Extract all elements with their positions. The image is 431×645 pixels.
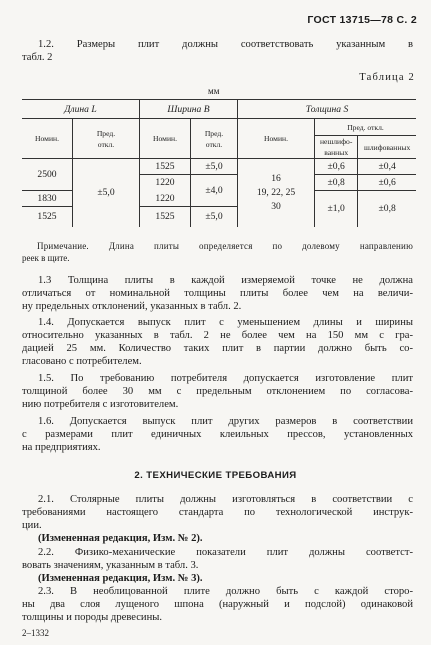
section-2-title: 2. ТЕХНИЧЕСКИЕ ТРЕБОВАНИЯ: [134, 470, 297, 481]
width-nominal-header: Номин.: [140, 119, 191, 159]
unsanded-tolerance-2: ±0,8: [315, 175, 358, 191]
clause-1-3-line-1: 1.3 Толщина плиты в каждой измеряемой точке не должна: [38, 275, 413, 286]
clause-2-3-line-3: толщины и породы древесины.: [22, 612, 163, 623]
clause-1-6-line-3: на предприятиях.: [22, 442, 101, 453]
clause-1-3-line-3: ну предельных отклонений, указанных в табл. 2.: [22, 301, 242, 312]
clause-2-2-line-1: 2.2. Физико-механические показатели плит должны соответст-: [38, 547, 413, 558]
clause-1-4-line-4: гласовано с потребителем.: [22, 356, 142, 367]
clause-1-4-line-1: 1.4. Допускается выпуск плит с уменьшением длины и ширины: [38, 317, 413, 328]
width-value-1: 1525: [140, 159, 191, 175]
clause-1-2-line-2: табл. 2: [22, 52, 53, 63]
length-value-1: 2500: [22, 159, 73, 191]
limit-deviation-header: Пред. откл.: [315, 119, 417, 136]
clause-1-6-line-1: 1.6. Допускается выпуск плит других размеров в соответствии: [38, 416, 413, 427]
clause-2-3-line-2: ны два слоя лущеного шпона (наружный и подслой) одинаковой: [22, 599, 413, 610]
width-tolerance-1: ±5,0: [191, 159, 238, 175]
header-thickness: Толщина S: [238, 100, 417, 119]
width-tolerance-header: Пред. откл.: [191, 119, 238, 159]
header-length: Длина L: [22, 100, 140, 119]
width-tolerance-2: ±4,0: [191, 175, 238, 207]
thickness-nominal-1: 16: [271, 172, 281, 184]
clause-1-5-line-2: толщиной более 30 мм с предельным отклонением по согласова-: [22, 386, 413, 397]
unsanded-tolerance-1: ±0,6: [315, 159, 358, 175]
length-value-2: 1830: [22, 191, 73, 207]
length-tolerance: ±5,0: [73, 159, 140, 227]
length-value-3: 1525: [22, 207, 73, 227]
unsanded-header: нешлифо- ванных: [315, 136, 358, 159]
length-tolerance-header: Пред. откл.: [73, 119, 140, 159]
clause-1-3-line-2: отличаться от номинальной толщины плиты более чем на величи-: [22, 288, 413, 299]
clause-2-3-line-1: 2.3. В необлицованной плите должно быть с каждой сторо-: [38, 586, 413, 597]
width-value-2: 1220: [140, 175, 191, 191]
length-nominal-header: Номин.: [22, 119, 73, 159]
sanded-tolerance-1: ±0,4: [358, 159, 416, 175]
sanded-tolerance-2: ±0,6: [358, 175, 416, 191]
note-line-2: реек в щите.: [22, 253, 70, 263]
clause-2-1-line-3: ции.: [22, 520, 42, 531]
table-unit: мм: [208, 86, 220, 96]
clause-1-2-line-1: 1.2. Размеры плит должны соответствовать указанным в: [38, 39, 413, 50]
width-value-4: 1525: [140, 207, 191, 227]
unsanded-tolerance-3: ±1,0: [315, 191, 358, 227]
sheet-number-footer: 2–1332: [22, 628, 49, 638]
table-caption: Таблица 2: [359, 72, 415, 83]
clause-2-1-amendment: (Измененная редакция, Изм. № 2).: [38, 533, 203, 544]
clause-1-5-line-1: 1.5. По требованию потребителя допускается изготовление плит: [38, 373, 413, 384]
clause-2-1-line-1: 2.1. Столярные плиты должны изготовляться в соответствии с: [38, 494, 413, 505]
width-value-3: 1220: [140, 191, 191, 207]
width-tolerance-3: ±5,0: [191, 207, 238, 227]
thickness-nominal-values: [238, 159, 315, 227]
thickness-nominal-3: 30: [271, 200, 281, 212]
clause-1-4-line-2: относительно указанных в табл. 2 не более чем на 150 мм с гра-: [22, 330, 413, 341]
clause-2-2-line-2: вовать значениям, указанным в табл. 3.: [22, 560, 199, 571]
document-reference-header: ГОСТ 13715—78 С. 2: [307, 14, 417, 26]
clause-1-6-line-2: с размерами плит единичных клеильных прессов, установленных: [22, 429, 413, 440]
thickness-nominal-2: 19, 22, 25: [256, 186, 296, 198]
sanded-tolerance-3: ±0,8: [358, 191, 416, 227]
note-line-1: Примечание. Длина плиты определяется по долевому направлению: [37, 241, 413, 251]
sanded-header: шлифованных: [358, 136, 416, 159]
clause-2-1-line-2: требованиями настоящего стандарта по технологической инструк-: [22, 507, 413, 518]
header-width: Ширина B: [140, 100, 238, 119]
clause-2-2-amendment: (Измененная редакция, Изм. № 3).: [38, 573, 203, 584]
dimensions-table: [22, 99, 416, 227]
thickness-nominal-header: Номин.: [238, 119, 315, 159]
clause-1-4-line-3: дацией 25 мм. Количество таких плит в партии должно быть со-: [22, 343, 413, 354]
clause-1-5-line-3: нию потребителя с изготовителем.: [22, 399, 179, 410]
